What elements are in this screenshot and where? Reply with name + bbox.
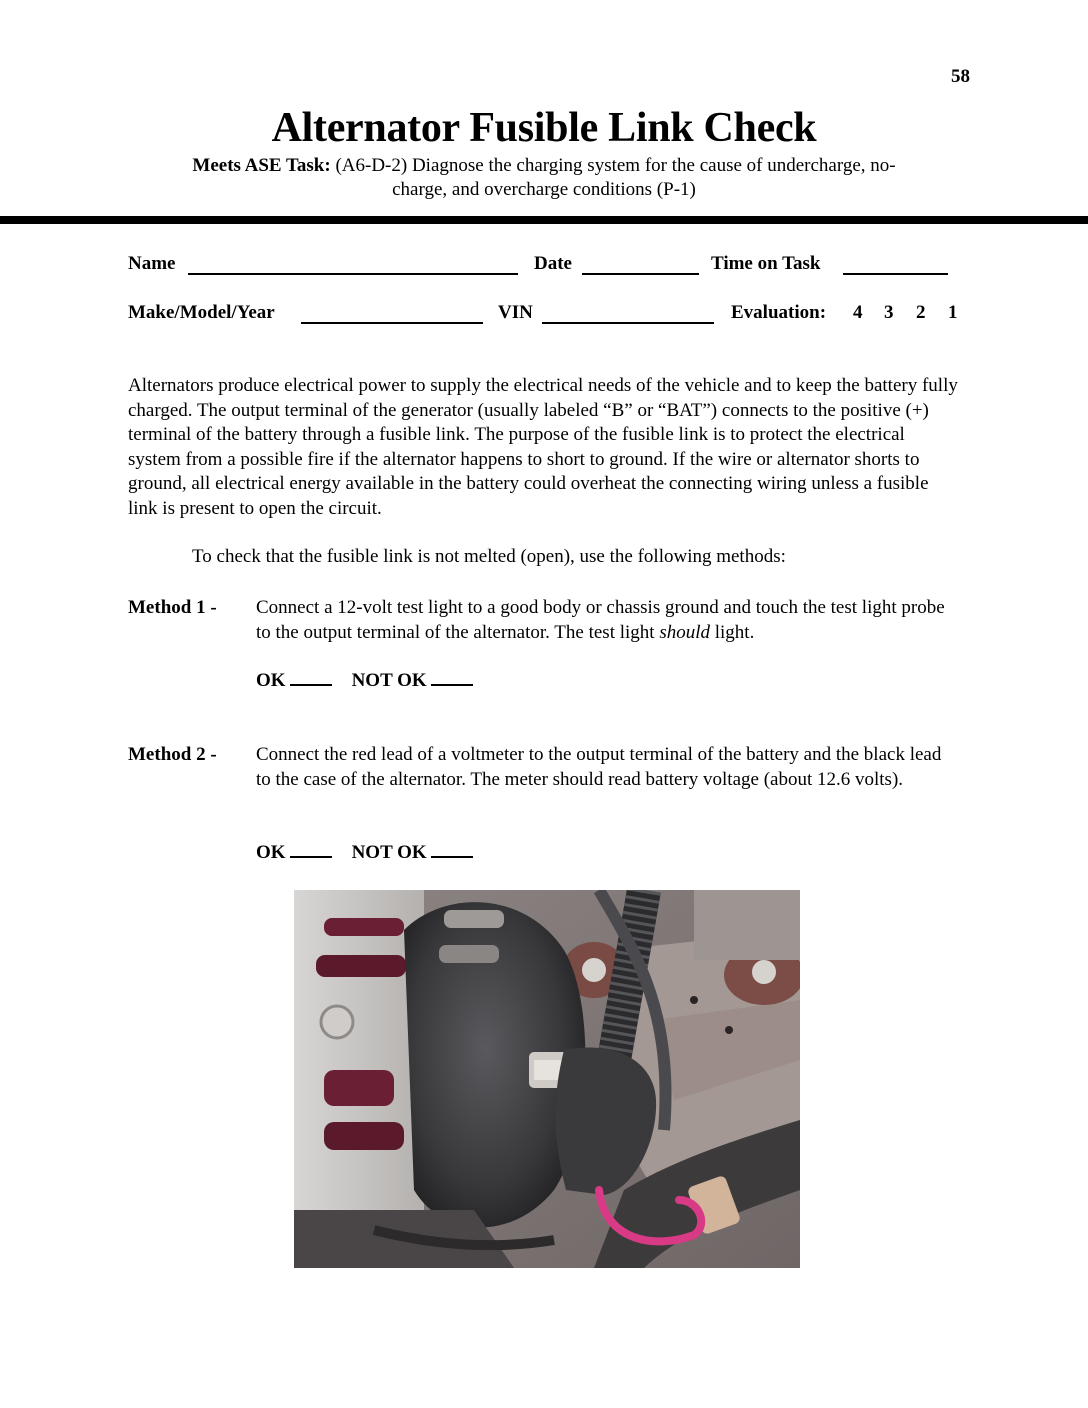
- method-1-text-after: light.: [710, 621, 755, 643]
- evaluation-option-4[interactable]: 4: [853, 302, 863, 323]
- page-number: 58: [951, 66, 970, 87]
- alternator-photo-illustration: [294, 890, 800, 1268]
- method-1-not-ok-label: NOT OK: [351, 670, 427, 691]
- evaluation-label: Evaluation:: [731, 302, 827, 323]
- ase-task-label: Meets ASE Task:: [192, 155, 331, 176]
- method-1-ok-label: OK: [256, 670, 286, 691]
- date-field[interactable]: [582, 273, 699, 275]
- time-on-task-label: Time on Task: [711, 253, 821, 274]
- evaluation-option-1[interactable]: 1: [948, 302, 958, 323]
- method-1-text: [256, 596, 956, 645]
- name-field[interactable]: [188, 273, 518, 275]
- alternator-photo: [294, 890, 800, 1268]
- ase-task-text-line2: charge, and overcharge conditions (P-1): [392, 179, 696, 200]
- evaluation-option-3[interactable]: 3: [884, 302, 894, 323]
- vin-field[interactable]: [542, 322, 714, 324]
- methods-intro: To check that the fusible link is not melted (open), use the following methods:: [192, 546, 786, 567]
- method-2-label: Method 2 -: [128, 744, 217, 765]
- time-on-task-field[interactable]: [843, 273, 948, 275]
- method-1-text-emphasis: should: [659, 621, 710, 643]
- evaluation-option-2[interactable]: 2: [916, 302, 926, 323]
- method-1-text-before: Connect a 12-volt test light to a good body or chassis ground and touch the test light probe to the output terminal of the alternator. The test light: [256, 597, 945, 643]
- method-2-ok-label: OK: [256, 842, 286, 863]
- method-1-not-ok-field[interactable]: [431, 668, 473, 686]
- method-2-result: [256, 840, 473, 865]
- page-title: Alternator Fusible Link Check: [271, 105, 817, 151]
- method-2-not-ok-label: NOT OK: [351, 842, 427, 863]
- method-2-text: Connect the red lead of a voltmeter to the output terminal of the battery and the black lead to the case of the alternator. The meter should read battery voltage (about 12.6 volts).: [256, 744, 942, 790]
- method-2-not-ok-field[interactable]: [431, 840, 473, 858]
- header-divider: [0, 216, 1088, 224]
- date-label: Date: [534, 253, 572, 274]
- make-model-year-field[interactable]: [301, 322, 483, 324]
- vin-label: VIN: [498, 302, 533, 323]
- method-1-label: Method 1 -: [128, 597, 217, 618]
- ase-task-text-line1: (A6-D-2) Diagnose the charging system for the cause of undercharge, no-: [330, 155, 896, 176]
- method-2-ok-field[interactable]: [290, 840, 332, 858]
- ase-task-description: [130, 154, 958, 202]
- make-model-year-label: Make/Model/Year: [128, 302, 275, 323]
- method-1-result: [256, 668, 473, 693]
- name-label: Name: [128, 253, 176, 274]
- method-1-ok-field[interactable]: [290, 668, 332, 686]
- intro-paragraph: Alternators produce electrical power to supply the electrical needs of the vehicle and to keep the battery fully charged. The output terminal of the generator (usually labeled “B” or “BAT”) connects to the positive (+) terminal of the battery through a fusible link. The purpose of the fusible link is to protect the electrical system from a possible fire if the alternator happens to short to ground. If the wire or alternator shorts to ground, all electrical energy available in the battery could overheat the connecting wiring unless a fusible link is present to open the circuit.: [128, 375, 958, 519]
